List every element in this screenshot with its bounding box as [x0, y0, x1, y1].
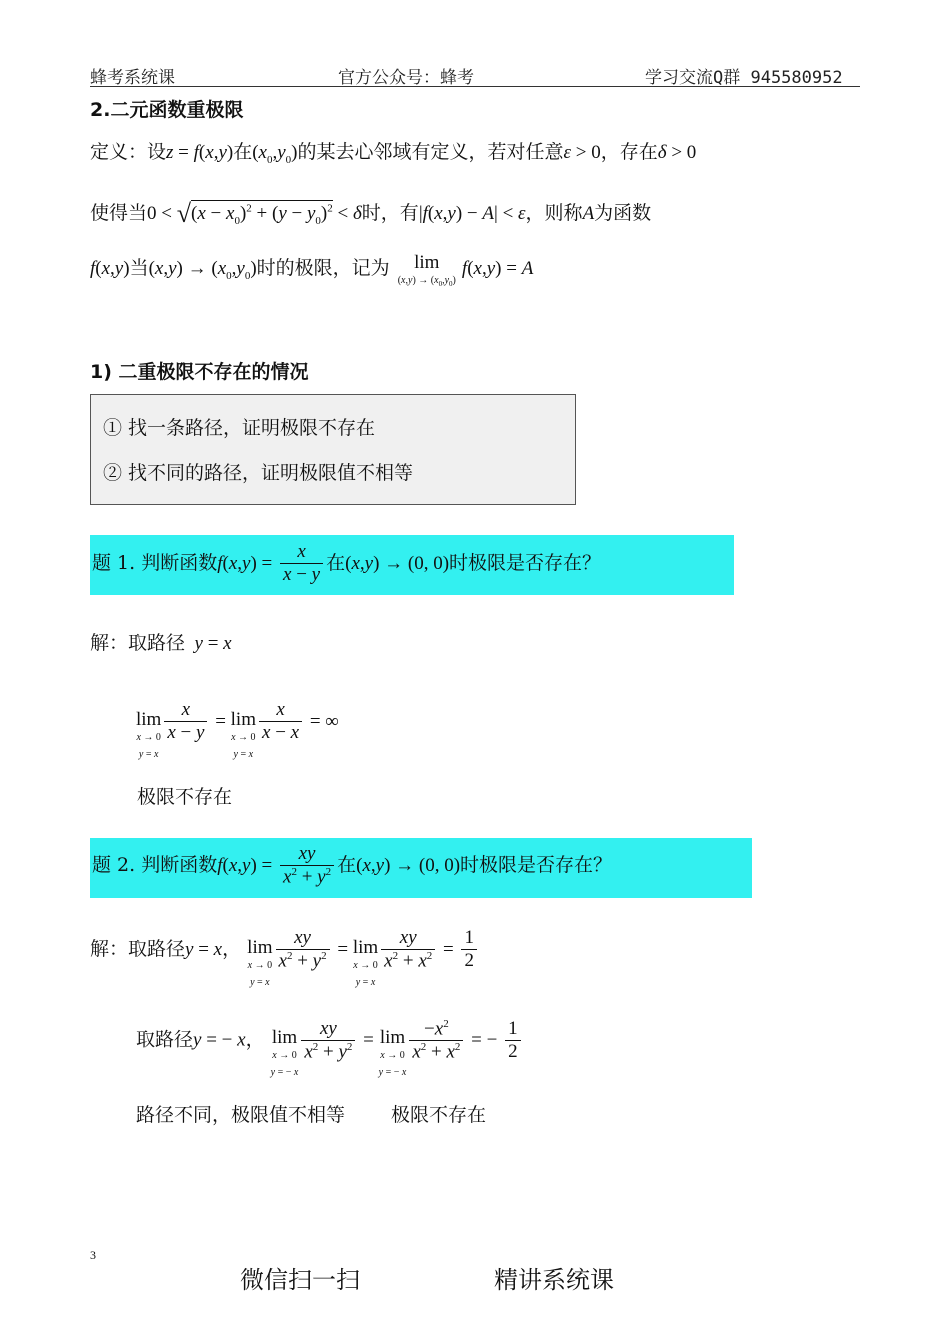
problem-1-solution-label: 解：取路径 — [90, 632, 186, 654]
definition-line-3: f(x,y)当$(x,y) \to (x_0,y_0)$时的极限，记为 lim $(x,y) \to (x_0,y_0)$ f(x,y) = A — [90, 252, 534, 288]
definition-text-4: 时，有 — [361, 202, 419, 224]
problem-2-path-1: 解：取路径y = x， lim x → 0 y = x $\frac{xy}{x^2 + y^2}$ = lim x → 0 y = x $\frac{xy}{x^2 + x^2}$ = $\frac{1}{2}$ — [90, 928, 480, 991]
footer-right: 精讲系统课 — [494, 1266, 614, 1294]
footer-left: 微信扫一扫 — [240, 1266, 360, 1294]
problem-1-solution: 解：取路径 y = x — [90, 632, 232, 654]
header-divider — [90, 86, 860, 87]
header-left: 蜂考系统课 — [90, 68, 175, 88]
problem-1-suffix: 时极限是否存在？ — [449, 551, 602, 574]
problem-2-banner — [90, 838, 752, 898]
problem-2-conclusion-a: 路径不同，极限值不相等 — [136, 1104, 346, 1126]
definition-text-1: 的某去心邻域有定义，若对任意 — [297, 141, 564, 163]
problem-2-conclusion — [136, 1100, 486, 1127]
section-title: 2.二元函数重极限 — [90, 99, 244, 121]
problem-2-prefix: 题 2. 判断函数 — [92, 854, 218, 877]
definition-label: 定义：设 — [90, 141, 167, 163]
definition-line-2: 使得当$0 < √(x - x_0)^2 + (y - y_0)^2 < \delta$时，有|f(x,y) − A| < ε，则称A为函数 — [90, 199, 652, 228]
definition-text-3: 使得当 — [90, 202, 148, 224]
definition-text-8: 时的极限，记为 — [256, 257, 390, 279]
problem-1-conclusion: 极限不存在 — [137, 786, 233, 808]
subsection-title: 1) 二重极限不存在的情况 — [90, 361, 309, 383]
definition-text-6: 为函数 — [594, 202, 652, 224]
problem-2-statement: 题 2. 判断函数f(x,y) = $\frac{xy}{x^2 + y^2}$ 在(x,y) → (0, 0)时极限是否存在？ — [92, 843, 613, 888]
problem-2-solution-label: 解：取路径 — [90, 938, 186, 961]
definition-text-2: ，存在 — [600, 141, 658, 163]
definition-text-5: ，则称 — [525, 202, 583, 224]
page-number: 3 — [90, 1248, 96, 1262]
method-item-1: ① 找一条路径，证明极限不存在 — [103, 417, 376, 439]
problem-2-conclusion-b: 极限不存在 — [391, 1104, 487, 1126]
problem-1-limit-equation: lim x → 0 y = x $\frac{x}{x - y}$ = lim x → 0 y = x $\frac{x}{x - x}$ = ∞ — [136, 699, 339, 760]
header-center: 官方公众号：蜂考 — [338, 68, 474, 88]
problem-1-banner — [90, 535, 734, 595]
problem-2-path-2-label: 取路径 — [136, 1028, 194, 1051]
method-item-2: ② 找不同的路径，证明极限值不相等 — [103, 462, 414, 484]
header-right: 学习交流Q群 945580952 — [645, 68, 843, 88]
problem-2-suffix: 时极限是否存在？ — [460, 854, 613, 877]
definition-line-1: 定义：设z = f(x,y)在$(x_0,y_0)$的某去心邻域有定义，若对任意ε > 0，存在δ > 0 — [90, 141, 697, 166]
method-box — [90, 394, 576, 505]
problem-1-statement: 题 1. 判断函数f(x,y) = $\frac{x}{x - y}$ 在(x,y) → (0, 0)时极限是否存在？ — [92, 541, 602, 585]
problem-1-prefix: 题 1. 判断函数 — [92, 551, 218, 574]
problem-2-path-2: 取路径y = − x， lim x → 0 y = − x $\frac{xy}{x^2 + y^2}$ = lim x → 0 y = − x $\frac{-x^2}{x^2 + x^2}$ = − $\frac{1}{2}$ — [136, 1018, 524, 1081]
definition-text-7: 当 — [129, 257, 149, 279]
